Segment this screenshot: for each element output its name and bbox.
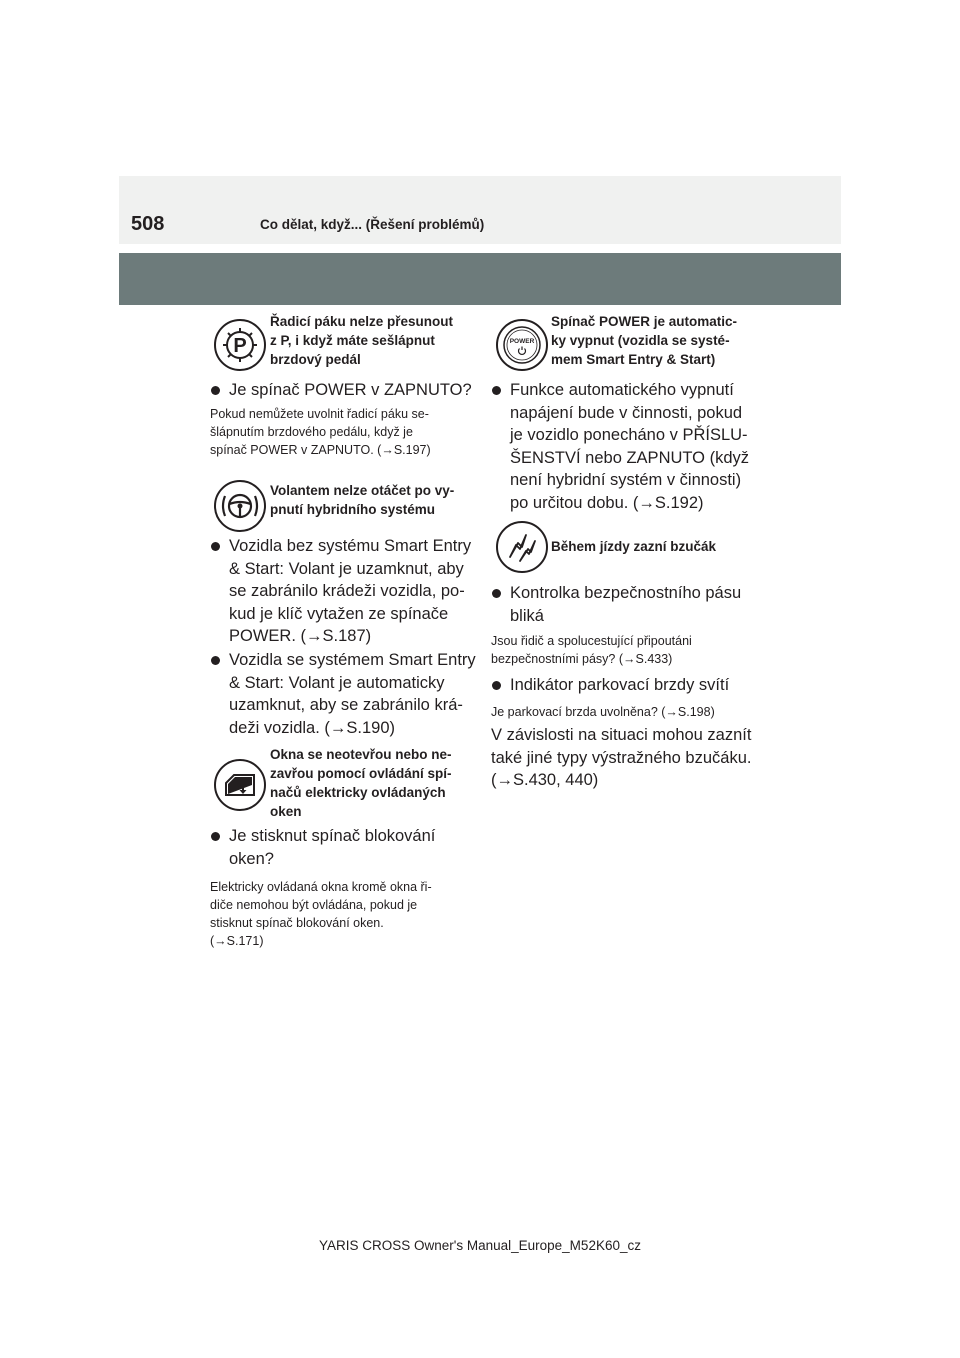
power-window-icon: [214, 759, 266, 811]
bullet-line: deži vozidla. (→S.190): [229, 718, 395, 737]
gear-p-icon: [214, 319, 266, 371]
bullet-line: ŠENSTVÍ nebo ZAPNUTO (když: [510, 448, 750, 467]
power-button-icon: [496, 319, 548, 371]
bullet-line: Vozidla se systémem Smart Entry: [229, 651, 476, 669]
bullet-line: Kontrolka bezpečnostního pásu: [510, 584, 742, 602]
note-line: spínač POWER v ZAPNUTO. (→S.197): [210, 443, 431, 457]
bullet-line: oken?: [229, 849, 274, 868]
bullet-line: Vozidla bez systému Smart Entry: [229, 537, 472, 555]
bullet-item: Je spínač POWER v ZAPNUTO?: [210, 379, 480, 402]
bullet-line: napájení bude v činnosti, pokud: [510, 403, 743, 422]
heading-line: zavřou pomocí ovládání spí-: [270, 766, 452, 781]
note-line: stisknut spínač blokování oken.: [210, 916, 384, 930]
note-line: bezpečnostními pásy? (→S.433): [491, 652, 673, 666]
bullet-line: & Start: Volant je automaticky: [229, 673, 445, 692]
section-heading-windows: [270, 745, 452, 821]
heading-line: oken: [270, 804, 302, 819]
section-band: [119, 253, 841, 305]
heading-line: pnutí hybridního systému: [270, 502, 436, 517]
heading-line: Spínač POWER je automatic-: [551, 314, 738, 329]
bullet-item: Indikátor parkovací brzdy svítí: [491, 674, 763, 697]
note-line: Jsou řidič a spolucestující připoutáni: [491, 634, 692, 648]
paragraph-line: (→S.430, 440): [491, 771, 599, 789]
bullet-item: [210, 535, 482, 648]
note-line: Elektricky ovládaná okna kromě okna ři-: [210, 880, 432, 894]
bullet-line: se zabránilo krádeži vozidla, po-: [229, 582, 465, 600]
section-heading-power-off: [551, 312, 737, 369]
bullet-item: [210, 825, 482, 870]
note-line: (→S.171): [210, 934, 264, 948]
footer-text: YARIS CROSS Owner's Manual_Europe_M52K60_cz: [319, 1238, 641, 1253]
buzzer-sound-icon: [496, 521, 548, 573]
note-text: [210, 878, 482, 950]
bullet-item: [491, 379, 763, 514]
bullet-line: Funkce automatického vypnutí: [510, 381, 734, 399]
bullet-item: [210, 649, 482, 739]
heading-line: mem Smart Entry & Start): [551, 352, 716, 367]
bullet-line: kud je klíč vytažen ze spínače: [229, 604, 449, 623]
note-text: [210, 405, 480, 459]
bullet-line: je vozidlo ponecháno v PŘÍSLU-: [510, 426, 748, 444]
heading-line: brzdový pedál: [270, 352, 361, 367]
bullet-line: Je stisknut spínač blokování: [229, 827, 436, 845]
bullet-line: & Start: Volant je uzamknut, aby: [229, 559, 464, 578]
chapter-title: Co dělat, když... (Řešení problémů): [260, 217, 485, 232]
heading-line: Volantem nelze otáčet po vy-: [270, 483, 455, 498]
bullet-line: uzamknut, aby se zabránilo krá-: [229, 696, 463, 714]
steering-wheel-lock-icon: [214, 480, 266, 532]
bullet-line: bliká: [510, 606, 544, 625]
section-heading-shift-lever: [270, 312, 453, 369]
bullet-line: POWER. (→S.187): [229, 627, 372, 645]
bullet-line: po určitou dobu. (→S.192): [510, 493, 704, 512]
bullet-line: není hybridní systém v činnosti): [510, 471, 742, 489]
paragraph-text: [491, 724, 763, 792]
page-number: 508: [131, 213, 165, 235]
heading-line: z P, i když máte sešlápnut: [270, 333, 435, 348]
paragraph-line: V závislosti na situaci mohou zaznít: [491, 726, 752, 744]
heading-line: Řadicí páku nelze přesunout: [270, 314, 454, 329]
heading-line: Během jízdy zazní bzučák: [551, 539, 717, 554]
bullet-item: [491, 582, 763, 627]
power-button-label: POWER: [509, 338, 535, 345]
gear-p-letter: P: [233, 335, 247, 357]
header-band: [119, 176, 841, 244]
heading-line: ky vypnut (vozidla se systé-: [551, 333, 730, 348]
note-text: Je parkovací brzda uvolněna? (→S.198): [491, 705, 715, 719]
note-text: [491, 632, 763, 668]
note-line: šlápnutím brzdového pedálu, když je: [210, 425, 413, 439]
note-line: diče nemohou být ovládána, pokud je: [210, 898, 418, 912]
note-line: Pokud nemůžete uvolnit řadicí páku se-: [210, 407, 429, 421]
section-heading-buzzer: [551, 537, 716, 556]
section-heading-steering: [270, 481, 454, 519]
heading-line: načů elektricky ovládaných: [270, 785, 446, 800]
heading-line: Okna se neotevřou nebo ne-: [270, 747, 452, 762]
paragraph-line: také jiné typy výstražného bzučáku.: [491, 748, 752, 767]
